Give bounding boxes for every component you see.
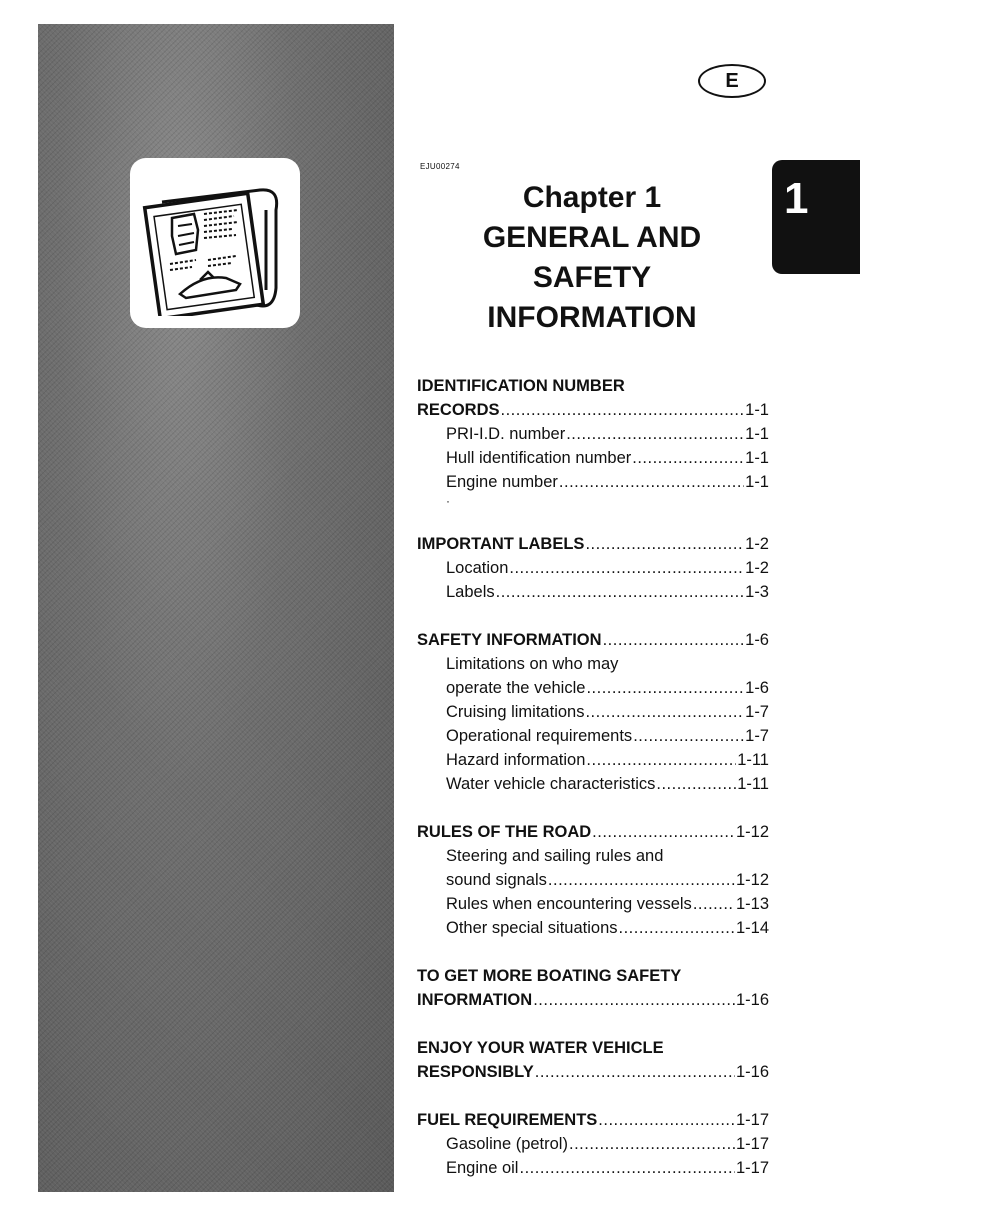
toc-page-number: 1-11 [737, 751, 769, 769]
toc-page-number: 1-12 [735, 823, 769, 841]
toc-entry[interactable]: Location ..... 1-2 [417, 556, 769, 580]
toc-page-number: 1-1 [745, 425, 769, 443]
toc-heading-entry[interactable]: INFORMATION ..... 1-16 [417, 988, 769, 1012]
toc-heading[interactable]: ENJOY YOUR WATER VEHICLE [417, 1039, 664, 1057]
toc-page-number: 1-7 [745, 703, 769, 721]
toc-page-number: 1-6 [745, 631, 769, 649]
toc-entry[interactable]: Hazard information ..... 1-11 [417, 748, 769, 772]
chapter-title [458, 178, 726, 338]
toc-page-number: 1-6 [745, 679, 769, 697]
toc-page-number: 1-13 [735, 895, 769, 913]
toc-page-number: 1-17 [735, 1159, 769, 1177]
toc-entry[interactable]: Engine number ..... 1-1 [417, 470, 769, 494]
chapter-tab [772, 160, 860, 274]
toc-page-number: 1-7 [745, 727, 769, 745]
toc-section-labels [417, 532, 769, 604]
manual-with-lifejacket-and-watercraft-icon [142, 170, 288, 316]
toc-heading[interactable]: IDENTIFICATION NUMBER [417, 377, 625, 395]
toc-entry[interactable]: PRI-I.D. number ..... 1-1 [417, 422, 769, 446]
toc-section-safety [417, 628, 769, 796]
toc-page-number: 1-1 [745, 473, 769, 491]
language-badge: E [698, 64, 766, 98]
toc-page-number: 1-11 [737, 775, 769, 793]
stray-mark: · [446, 494, 450, 508]
toc-section-rules [417, 820, 769, 940]
toc-entry[interactable]: Hull identification number ..... 1-1 [417, 446, 769, 470]
chapter-title-line: INFORMATION [487, 301, 697, 334]
toc-page-number: 1-14 [735, 919, 769, 937]
toc-entry[interactable]: Rules when encountering vessels ..... 1-13 [417, 892, 769, 916]
toc-section-more-info [417, 964, 769, 1012]
toc-section-fuel [417, 1108, 769, 1180]
toc-heading-entry[interactable]: RESPONSIBLY ..... 1-16 [417, 1060, 769, 1084]
toc-page-number: 1-17 [735, 1135, 769, 1153]
chapter-title-line: SAFETY [532, 261, 652, 294]
toc-entry[interactable]: operate the vehicle ..... 1-6 [417, 676, 769, 700]
document-code: EJU00274 [420, 162, 460, 171]
toc-page-number: 1-12 [735, 871, 769, 889]
toc-entry[interactable]: Gasoline (petrol) ..... 1-17 [417, 1132, 769, 1156]
toc-entry[interactable]: Operational requirements ..... 1-7 [417, 724, 769, 748]
toc-entry[interactable]: sound signals ..... 1-12 [417, 868, 769, 892]
toc-heading-entry[interactable]: RECORDS ..... 1-1 [417, 398, 769, 422]
toc-entry-continued[interactable]: Limitations on who may [446, 655, 619, 673]
chapter-title-line: Chapter 1 [522, 181, 662, 214]
toc-page-number: 1-2 [745, 559, 769, 577]
toc-page-number: 1-1 [745, 449, 769, 467]
toc-entry[interactable]: Water vehicle characteristics ..... 1-11 [417, 772, 769, 796]
toc-heading[interactable]: TO GET MORE BOATING SAFETY [417, 967, 682, 985]
toc-heading-entry[interactable]: IMPORTANT LABELS ..... 1-2 [417, 532, 769, 556]
chapter-tab-number: 1 [784, 174, 809, 223]
toc-section-responsibly [417, 1036, 769, 1084]
toc-page-number: 1-2 [745, 535, 769, 553]
toc-page-number: 1-1 [745, 401, 769, 419]
toc-entry[interactable]: Other special situations ..... 1-14 [417, 916, 769, 940]
toc-heading-entry[interactable]: FUEL REQUIREMENTS ..... 1-17 [417, 1108, 769, 1132]
toc-entry[interactable]: Labels ..... 1-3 [417, 580, 769, 604]
toc-heading-entry[interactable]: SAFETY INFORMATION ..... 1-6 [417, 628, 769, 652]
toc-page-number: 1-16 [735, 991, 769, 1009]
toc-entry-continued[interactable]: Steering and sailing rules and [446, 847, 664, 865]
toc-heading-entry[interactable]: RULES OF THE ROAD ..... 1-12 [417, 820, 769, 844]
toc-page-number: 1-17 [735, 1111, 769, 1129]
chapter-title-line: GENERAL AND [482, 221, 702, 254]
toc-entry[interactable]: Engine oil ..... 1-17 [417, 1156, 769, 1180]
chapter-icon-box [130, 158, 300, 328]
toc-page-number: 1-16 [735, 1063, 769, 1081]
table-of-contents [417, 374, 769, 1204]
toc-entry[interactable]: Cruising limitations ..... 1-7 [417, 700, 769, 724]
toc-section-identification [417, 374, 769, 508]
toc-page-number: 1-3 [745, 583, 769, 601]
